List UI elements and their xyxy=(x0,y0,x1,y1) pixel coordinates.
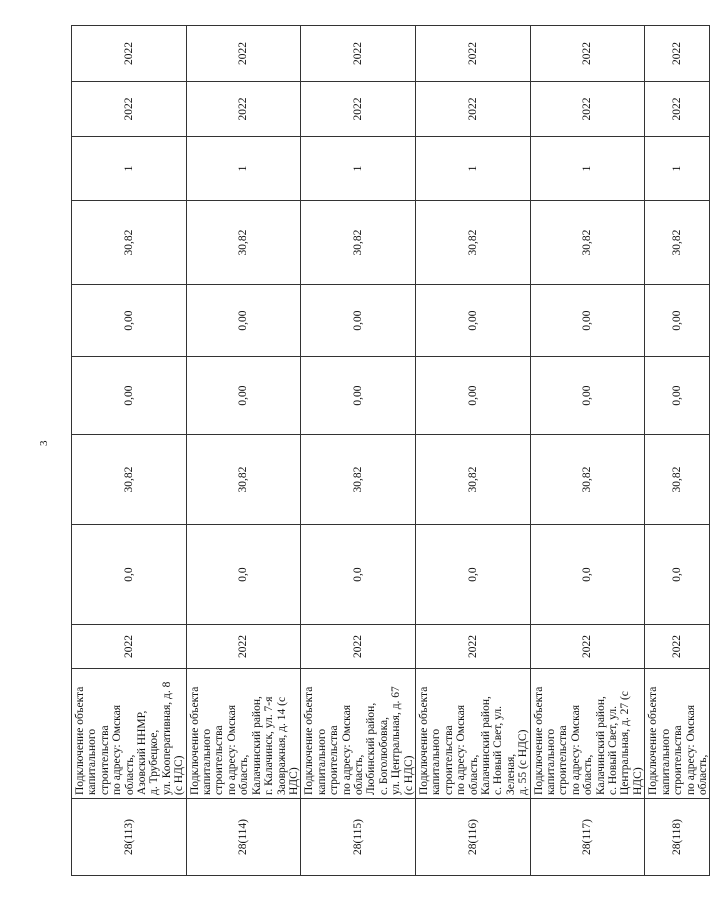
value-cell: 0,00 xyxy=(72,285,187,357)
year-cell: 2022 xyxy=(530,26,645,82)
description-cell: Подключение объекта капитального строительства по адресу: Омская область, Калачинский район, с. Новый Свет, ул. Центральная, д. 27 (с НДС) xyxy=(530,669,645,799)
value-cell: 0,00 xyxy=(301,357,416,435)
value-cell: 0,0 xyxy=(72,525,187,625)
year-cell: 2022 xyxy=(645,82,710,137)
count-cell: 1 xyxy=(530,137,645,201)
count-cell: 1 xyxy=(415,137,530,201)
count-cell: 1 xyxy=(72,137,187,201)
value-cell: 0,00 xyxy=(415,285,530,357)
value-cell: 0,0 xyxy=(530,525,645,625)
count-cell: 1 xyxy=(645,137,710,201)
value-cell: 30,82 xyxy=(186,435,301,525)
row-number-cell: 28(118) xyxy=(645,799,710,876)
value-cell: 30,82 xyxy=(645,435,710,525)
year-cell: 2022 xyxy=(72,26,187,82)
year-cell: 2022 xyxy=(530,625,645,669)
value-cell: 30,82 xyxy=(530,201,645,285)
year-cell: 2022 xyxy=(530,82,645,137)
year-cell: 2022 xyxy=(645,625,710,669)
year-cell: 2022 xyxy=(186,26,301,82)
count-cell: 1 xyxy=(186,137,301,201)
rotated-table-container xyxy=(71,26,709,876)
page-number: 3 xyxy=(38,440,50,446)
year-cell: 2022 xyxy=(301,26,416,82)
value-cell: 30,82 xyxy=(301,435,416,525)
table-row xyxy=(645,26,710,876)
description-cell: Подключение объекта капитального строительства по адресу: Омская область, Калачинский район, с. Новый Свет, ул. Зеленая, д. 55 (с НДС) xyxy=(415,669,530,799)
year-cell: 2022 xyxy=(72,625,187,669)
table-row xyxy=(301,26,416,876)
year-cell: 2022 xyxy=(72,82,187,137)
year-cell: 2022 xyxy=(645,26,710,82)
row-number-cell: 28(115) xyxy=(301,799,416,876)
value-cell: 0,00 xyxy=(530,357,645,435)
description-cell: Подключение объекта капитального строительства по адресу: Омская область, xyxy=(645,669,710,799)
value-cell: 30,82 xyxy=(72,435,187,525)
value-cell: 0,00 xyxy=(415,357,530,435)
value-cell: 0,00 xyxy=(530,285,645,357)
table-row xyxy=(415,26,530,876)
value-cell: 0,00 xyxy=(645,357,710,435)
row-number-cell: 28(116) xyxy=(415,799,530,876)
year-cell: 2022 xyxy=(186,625,301,669)
description-cell: Подключение объекта капитального строительства по адресу: Омская область, Азовский ННМР, д. Трубецкое, ул. Кооперативная, д. 8 (с НДС) xyxy=(72,669,187,799)
year-cell: 2022 xyxy=(301,82,416,137)
value-cell: 30,82 xyxy=(72,201,187,285)
value-cell: 30,82 xyxy=(415,435,530,525)
value-cell: 0,00 xyxy=(301,285,416,357)
value-cell: 0,00 xyxy=(72,357,187,435)
table-row xyxy=(72,26,187,876)
value-cell: 0,0 xyxy=(645,525,710,625)
value-cell: 0,00 xyxy=(186,285,301,357)
year-cell: 2022 xyxy=(415,625,530,669)
table-row xyxy=(186,26,301,876)
value-cell: 0,0 xyxy=(186,525,301,625)
value-cell: 30,82 xyxy=(530,435,645,525)
value-cell: 30,82 xyxy=(301,201,416,285)
value-cell: 30,82 xyxy=(186,201,301,285)
year-cell: 2022 xyxy=(186,82,301,137)
row-number-cell: 28(114) xyxy=(186,799,301,876)
count-cell: 1 xyxy=(301,137,416,201)
row-number-cell: 28(113) xyxy=(72,799,187,876)
value-cell: 0,0 xyxy=(415,525,530,625)
value-cell: 30,82 xyxy=(415,201,530,285)
value-cell: 30,82 xyxy=(645,201,710,285)
value-cell: 0,00 xyxy=(186,357,301,435)
year-cell: 2022 xyxy=(301,625,416,669)
data-table xyxy=(71,25,710,876)
value-cell: 0,0 xyxy=(301,525,416,625)
description-cell: Подключение объекта капитального строительства по адресу: Омская область, Калачинский район, г. Калачинск, ул. 7-я Заовражная, д. 14 (с НДС) xyxy=(186,669,301,799)
table-row xyxy=(530,26,645,876)
year-cell: 2022 xyxy=(415,82,530,137)
year-cell: 2022 xyxy=(415,26,530,82)
value-cell: 0,00 xyxy=(645,285,710,357)
description-cell: Подключение объекта капитального строительства по адресу: Омская область, Любинский район, с. Боголюбовка, ул. Центральная, д. 67 (с НДС) xyxy=(301,669,416,799)
row-number-cell: 28(117) xyxy=(530,799,645,876)
